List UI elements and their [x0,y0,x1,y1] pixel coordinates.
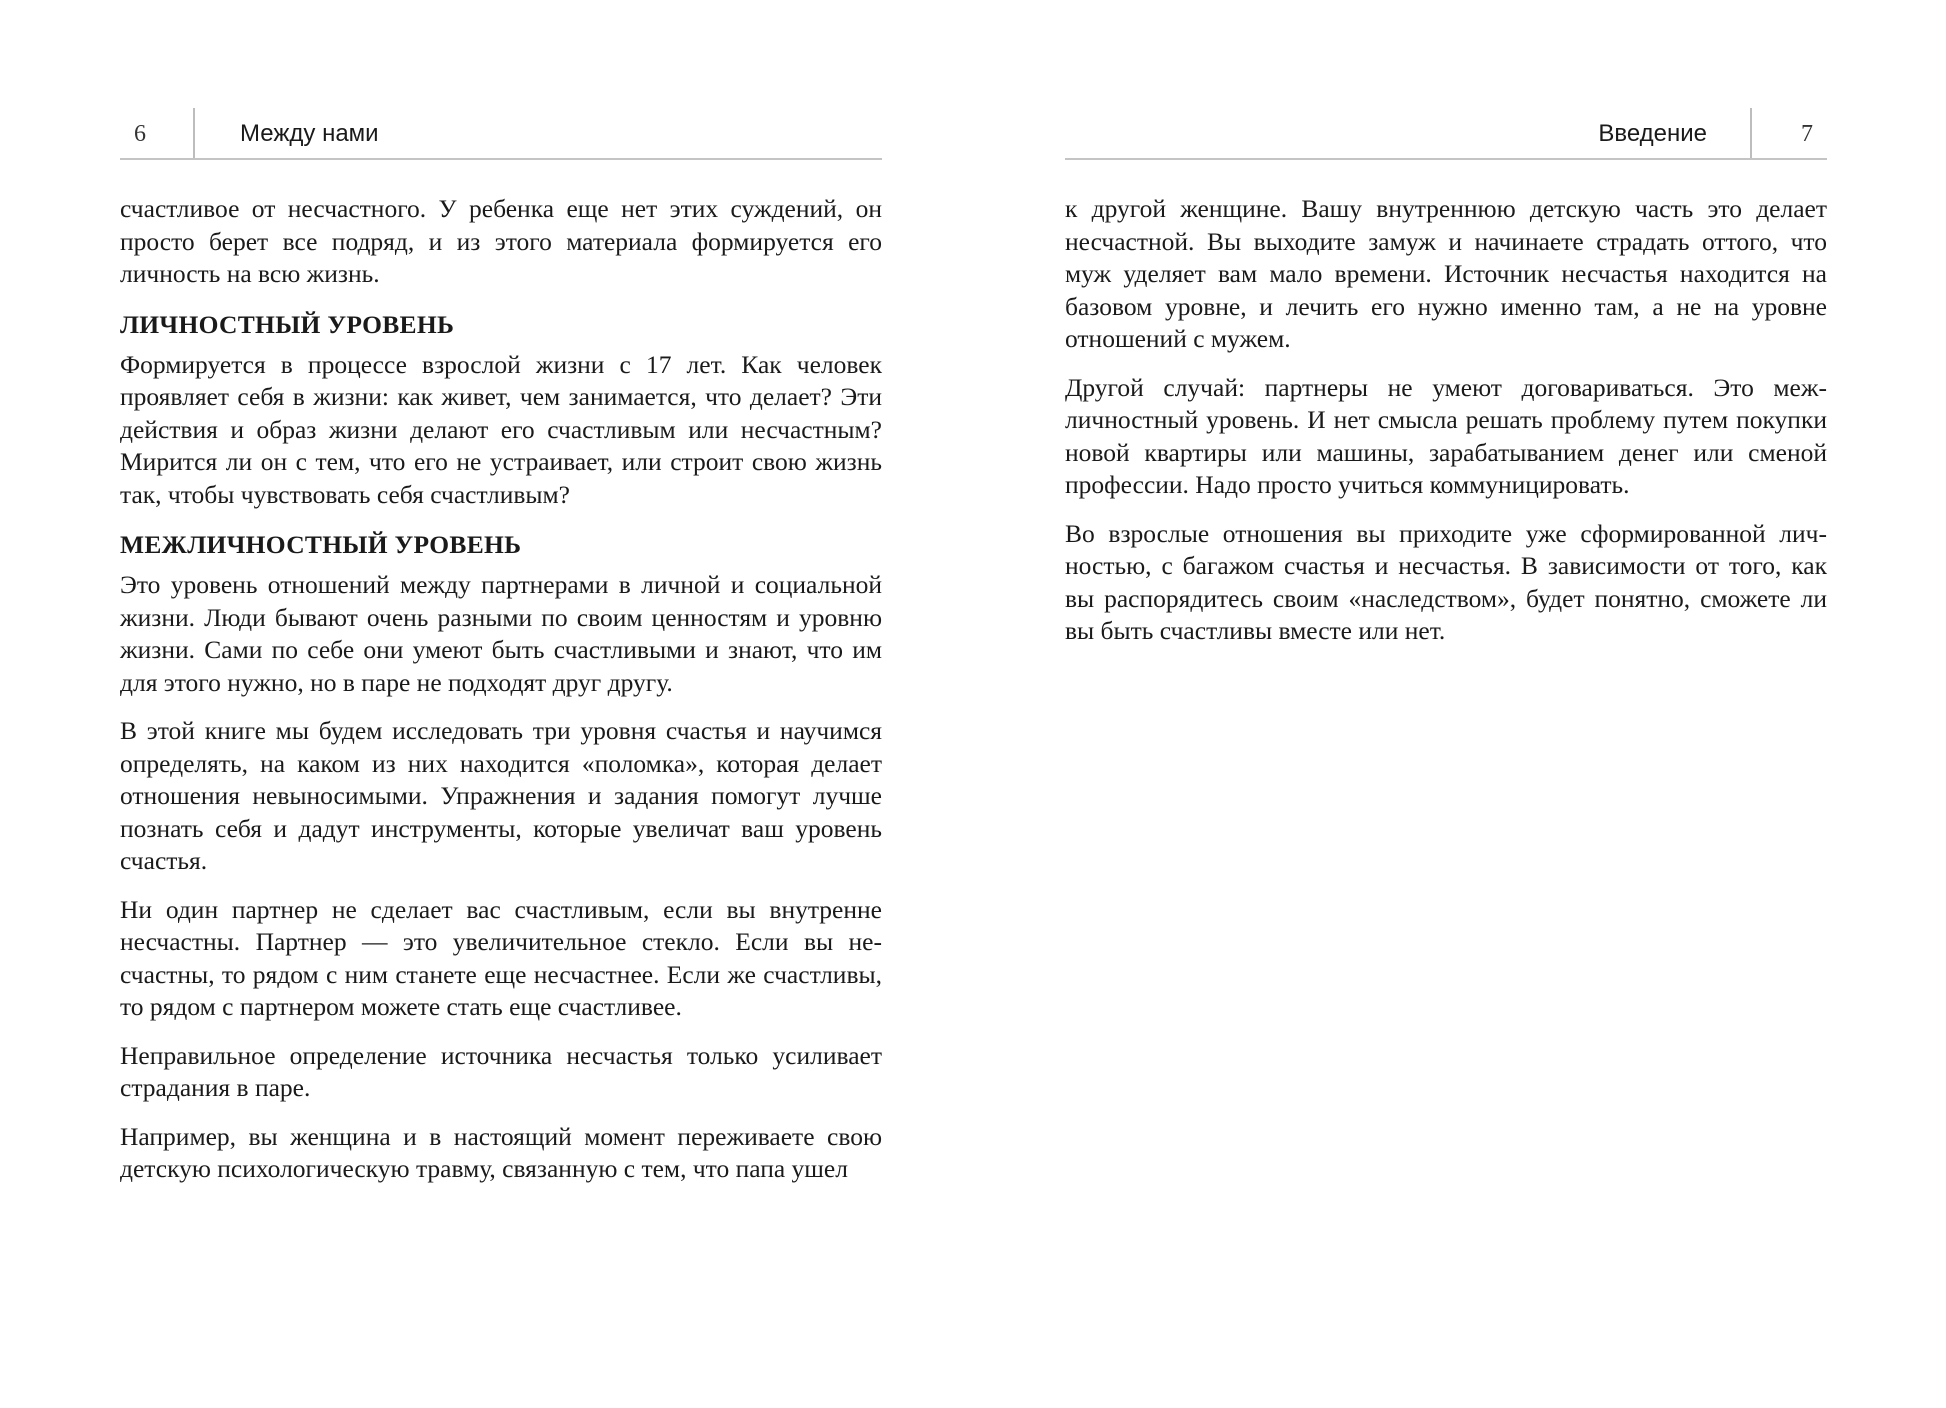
paragraph: счастливое от несчастного. У ребенка еще нет этих суждений, он просто берет все подряд, и из этого материала формируется его личность на всю жизнь. [120,194,882,288]
paragraph: Ни один партнер не сделает вас счастливым, если вы внутренне несчастны. Партнер — это увеличительное стекло. Если вы несчастны, то рядом с ним станете еще несчастнее. Если же счастливы, то рядом с партнером можете стать еще счастливее. [120,894,882,1021]
running-head-right: Введение [1598,120,1707,147]
section-heading-interpersonal-level: МЕЖЛИЧНОСТНЫЙ УРОВЕНЬ [120,530,522,559]
header-divider-left [193,108,195,158]
header-divider-right [1750,108,1752,158]
right-page-header [1065,0,1827,160]
left-page-header [120,0,882,160]
paragraph: Во взрослые отношения вы приходите уже сформированной личностью, с багажом счастья и несчастья. В зависимости от того, как вы распорядитесь своим «наследством», будет понятно, сможете ли вы быть счастливы вместе или нет. [1065,518,1827,645]
section-heading-personal-level: ЛИЧНОСТНЫЙ УРОВЕНЬ [120,309,455,339]
paragraph: Другой случай: партнеры не умеют договариваться. Это межличностный уровень. И нет смысла решать проблему путем покупки новой квартиры или машины, зарабатыванием денег или сменой профессии. Надо просто учиться коммуницировать. [1065,372,1827,499]
page-number-right: 7 [1801,121,1813,147]
paragraph: к другой женщине. Вашу внутреннюю детскую часть это делает несчастной. Вы выходите замуж и начинаете страдать оттого, что муж уделяет вам мало времени. Источник несчастья находится на базовом уровне, и лечить его нужно именно там, а не на уровне отношений с мужем. [1065,194,1827,353]
right-page-body [1065,193,1827,664]
paragraph: Это уровень отношений между партнерами в личной и социальной жизни. Люди бывают очень разными по своим ценностям и уровню жизни. Сами по себе они умеют быть счастливыми и знают, что им для этого нужно, но в паре не подходят друг другу. [120,570,882,697]
running-head-left: Между нами [240,120,379,147]
right-page [1065,0,1827,645]
paragraph: Формируется в процессе взрослой жизни с 17 лет. Как человек проявляет себя в жизни: как живет, чем занимается, что делает? Эти действия и образ жизни делают его счастливым или несчастным? Мирится ли он с тем, что его не устраивает, или строит свою жизнь так, чтобы чувствовать себя счастливым? [120,349,882,509]
paragraph: Неправильное определение источника несчастья только усиливает страдания в паре. [120,1040,882,1102]
paragraph: Например, вы женщина и в настоящий момент переживаете свою детскую психологическую травму, связанную с тем, что папа ушел [120,1121,882,1183]
left-page-body [120,193,882,1202]
left-page [120,0,882,1183]
page-number-left: 6 [134,121,146,147]
paragraph: В этой книге мы будем исследовать три уровня счастья и научимся определять, на каком из них находится «поломка», которая делает отношения невыносимыми. Упражнения и задания помогут лучше познать себя и дадут инструменты, которые увеличат ваш уровень счастья. [120,716,882,875]
header-rule-right [1065,158,1827,160]
header-rule-left [120,158,882,160]
